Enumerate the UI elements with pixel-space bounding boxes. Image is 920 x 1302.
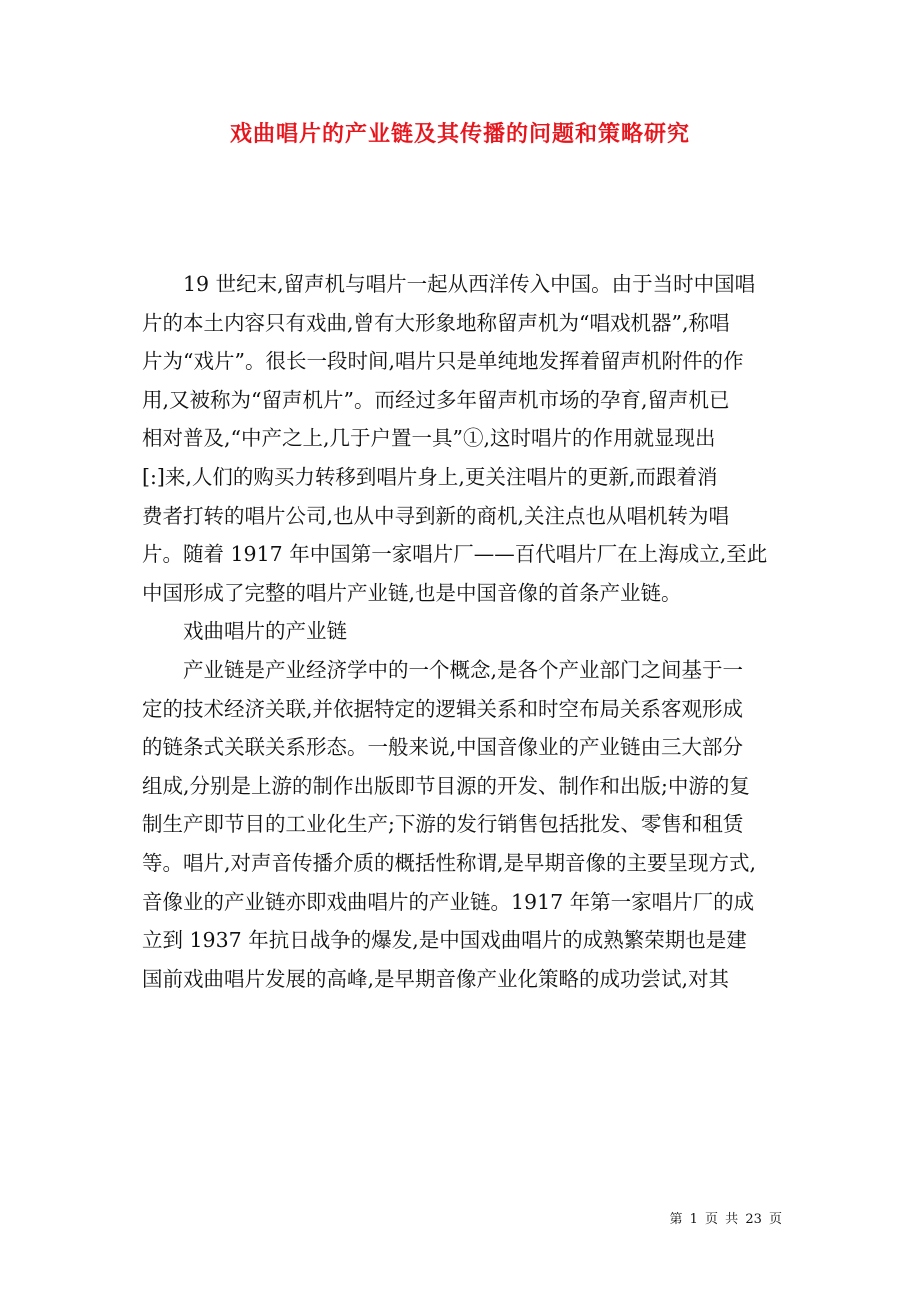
paragraph-line: 立到 1937 年抗日战争的爆发,是中国戏曲唱片的成熟繁荣期也是建	[142, 928, 747, 953]
paragraph-line: 用,又被称为“留声机片”。而经过多年留声机市场的孕育,留声机已	[142, 387, 730, 412]
paragraph-line: 国前戏曲唱片发展的高峰,是早期音像产业化策略的成功尝试,对其	[142, 966, 730, 991]
paragraph-line: 等。唱片,对声音传播介质的概括性称谓,是早期音像的主要呈现方式,	[142, 850, 757, 875]
paragraph-line: 音像业的产业链亦即戏曲唱片的产业链。1917 年第一家唱片厂的成	[142, 889, 755, 914]
paragraph-line: 的链条式关联关系形态。一般来说,中国音像业的产业链由三大部分	[142, 735, 744, 760]
page-number: 第 1 页 共 23 页	[669, 1212, 782, 1227]
paragraph-line: 费者打转的唱片公司,也从中寻到新的商机,关注点也从唱机转为唱	[142, 503, 730, 528]
document-body	[142, 265, 782, 998]
section-heading: 戏曲唱片的产业链	[183, 619, 347, 644]
paragraph-line: [:]来,人们的购买力转移到唱片身上,更关注唱片的更新,而跟着消	[142, 464, 718, 489]
paragraph-line: 片。随着 1917 年中国第一家唱片厂——百代唱片厂在上海成立,至此	[142, 542, 768, 567]
paragraph-line: 相对普及,“中产之上,几于户置一具”①,这时唱片的作用就显现出	[142, 426, 716, 451]
paragraph-line: 19 世纪末,留声机与唱片一起从西洋传入中国。由于当时中国唱	[183, 272, 756, 296]
paragraph-line: 产业链是产业经济学中的一个概念,是各个产业部门之间基于一	[183, 657, 744, 682]
paragraph-line: 中国形成了完整的唱片产业链,也是中国音像的首条产业链。	[142, 580, 682, 605]
document-title: 戏曲唱片的产业链及其传播的问题和策略研究	[229, 121, 690, 147]
paragraph-line: 组成,分别是上游的制作出版即节目源的开发、制作和出版;中游的复	[142, 773, 750, 798]
paragraph-line: 制生产即节目的工业化生产;下游的发行销售包括批发、零售和租赁	[142, 812, 744, 837]
paragraph-line: 片为“戏片”。很长一段时间,唱片只是单纯地发挥着留声机附件的作	[142, 349, 744, 374]
paragraph-line: 定的技术经济关联,并依据特定的逻辑关系和时空布局关系客观形成	[142, 696, 744, 721]
paragraph-line: 片的本土内容只有戏曲,曾有大形象地称留声机为“唱戏机器”,称唱	[142, 310, 730, 335]
